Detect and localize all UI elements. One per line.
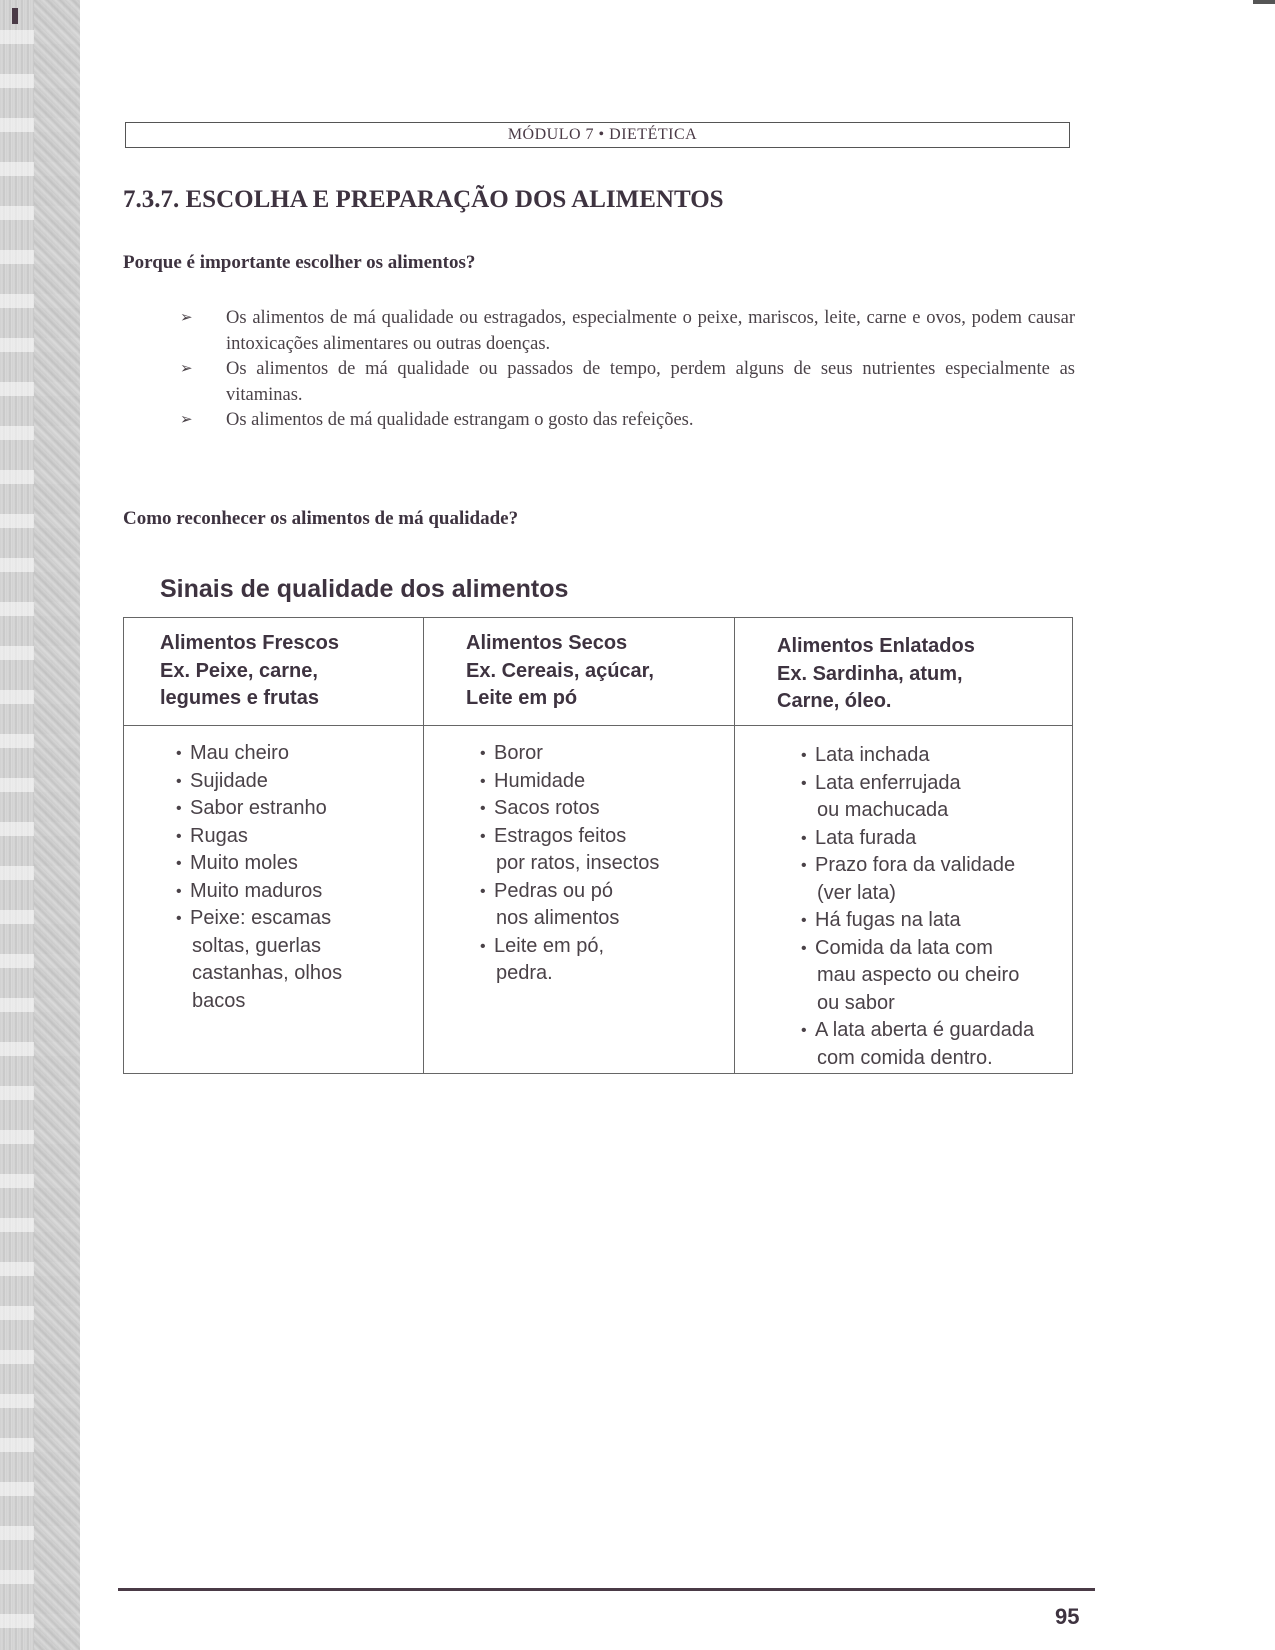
sign-item (801, 852, 1072, 907)
sign-text: Leite em pó, (494, 934, 605, 957)
sign-item (176, 823, 423, 851)
section-title: 7.3.7. ESCOLHA E PREPARAÇÃO DOS ALIMENTOS (123, 186, 724, 213)
bullet-dot-icon: • (176, 745, 182, 762)
column-body-dry (423, 726, 734, 1073)
sign-text: Lata enferrujada (815, 771, 961, 794)
sign-item (801, 770, 1072, 825)
sign-text: pedra. (496, 962, 553, 984)
sign-text: mau aspecto ou cheiro (817, 964, 1020, 986)
sign-item (176, 768, 423, 796)
quality-signs-table (123, 617, 1073, 1074)
bullet-dot-icon: • (480, 882, 486, 900)
sign-text: nos alimentos (496, 907, 620, 929)
sign-text: Boror (494, 742, 543, 764)
bullet-dot-icon: • (176, 882, 182, 900)
sign-item (480, 768, 734, 796)
bullet-dot-icon: • (176, 910, 182, 927)
sign-item (176, 850, 423, 878)
signs-list (176, 740, 423, 1015)
sign-item (176, 905, 423, 1015)
scan-binding-strip (0, 0, 80, 1650)
bullet-item (180, 408, 1075, 434)
sign-text: Há fugas na lata (815, 909, 961, 931)
sign-text: Sabor estranho (190, 797, 327, 819)
bullet-dot-icon: • (176, 855, 182, 872)
bullet-dot-icon: • (480, 745, 486, 762)
column-header-line: Ex. Cereais, açúcar, (466, 659, 654, 682)
bullet-dot-icon: • (801, 774, 807, 792)
arrowhead-bullet-icon: ➢ (180, 361, 193, 377)
sign-text: Lata inchada (815, 744, 930, 766)
column-header-line: Alimentos Enlatados (777, 635, 975, 657)
signs-list (480, 740, 734, 988)
sign-text: por ratos, insectos (496, 852, 660, 874)
column-header-line: legumes e frutas (160, 687, 319, 709)
sign-text: castanhas, olhos (192, 962, 343, 984)
bullet-dot-icon: • (480, 937, 486, 955)
column-header-line: Carne, óleo. (777, 690, 892, 712)
bullet-item (180, 357, 1075, 408)
sign-item (176, 740, 423, 768)
sign-text: Rugas (190, 824, 248, 847)
bullet-dot-icon: • (801, 829, 807, 847)
bullet-text: Os alimentos de má qualidade ou estragados, especialmente o peixe, mariscos, leite, carne e ovos, podem causar intoxicações alimentares ou outras doenças. (226, 308, 1075, 354)
bullet-item (180, 306, 1075, 357)
sign-item (480, 740, 734, 768)
sign-item (480, 878, 734, 933)
column-header-line: Alimentos Secos (466, 632, 628, 654)
column-header-dry (423, 618, 734, 726)
sign-text: com comida dentro. (817, 1046, 993, 1069)
column-body-fresh (124, 726, 423, 1073)
column-header-line: Leite em pó (466, 687, 578, 709)
importance-bullet-list (180, 306, 1075, 434)
bullet-dot-icon: • (480, 772, 486, 790)
sign-text: Comida da lata com (815, 936, 993, 959)
sign-text: soltas, guerlas (192, 934, 321, 957)
arrowhead-bullet-icon: ➢ (180, 412, 193, 428)
sign-item (801, 825, 1072, 853)
question-heading-2: Como reconhecer os alimentos de má qualidade? (123, 508, 519, 529)
sign-text: Prazo fora da validade (815, 854, 1016, 876)
sign-item (176, 795, 423, 823)
sign-text: (ver lata) (817, 881, 896, 904)
sign-text: A lata aberta é guardada (815, 1019, 1035, 1041)
sign-item (480, 933, 734, 988)
sign-text: Muito moles (190, 852, 298, 874)
sign-item (176, 878, 423, 906)
footer-rule (118, 1588, 1095, 1591)
bullet-dot-icon: • (176, 772, 182, 790)
column-header-canned (734, 618, 1072, 726)
sign-item (480, 823, 734, 878)
scan-corner-mark (1253, 0, 1275, 4)
module-label: MÓDULO 7 • DIETÉTICA (507, 126, 698, 143)
column-header-line: Alimentos Frescos (160, 632, 339, 654)
column-header-line: Ex. Sardinha, atum, (777, 662, 963, 685)
sign-item (801, 907, 1072, 935)
bullet-dot-icon: • (176, 827, 182, 845)
bullet-dot-icon: • (480, 827, 486, 845)
sign-text: Pedras ou pó (494, 879, 613, 902)
running-header (125, 122, 1070, 148)
binding-texture (34, 0, 80, 1650)
question-heading-1: Porque é importante escolher os alimentos? (123, 252, 476, 273)
sign-text: ou machucada (817, 799, 949, 821)
bullet-dot-icon: • (176, 800, 182, 817)
bullet-dot-icon: • (801, 857, 807, 874)
sign-text: Humidade (494, 769, 586, 792)
page-number: 95 (1055, 1604, 1080, 1629)
sign-text: Lata furada (815, 826, 917, 849)
column-body-canned (734, 726, 1072, 1073)
sign-item (480, 795, 734, 823)
bullet-dot-icon: • (801, 912, 807, 929)
column-header-line: Ex. Peixe, carne, (160, 659, 318, 682)
sign-text: Mau cheiro (190, 742, 289, 764)
sign-item (801, 742, 1072, 770)
arrowhead-bullet-icon: ➢ (180, 310, 193, 326)
sign-text: Peixe: escamas (190, 907, 332, 929)
sign-item (801, 1017, 1072, 1072)
bullet-text: Os alimentos de má qualidade ou passados de tempo, perdem alguns de seus nutrientes especialmente as vitaminas. (226, 359, 1075, 405)
bullet-dot-icon: • (480, 800, 486, 817)
sign-text: Sacos rotos (494, 797, 600, 819)
column-header-fresh (124, 618, 423, 726)
bullet-dot-icon: • (801, 1022, 807, 1039)
sign-text: Muito maduros (190, 879, 323, 902)
bullet-dot-icon: • (801, 939, 807, 957)
signs-list (801, 742, 1072, 1072)
bullet-text: Os alimentos de má qualidade estrangam o gosto das refeições. (226, 410, 694, 430)
sign-item (801, 935, 1072, 1018)
sign-text: bacos (192, 989, 246, 1012)
sign-text: Sujidade (190, 769, 268, 792)
table-title: Sinais de qualidade dos alimentos (160, 575, 569, 603)
sign-text: Estragos feitos (494, 824, 627, 847)
binding-mark (12, 8, 18, 24)
sign-text: ou sabor (817, 991, 895, 1014)
bullet-dot-icon: • (801, 747, 807, 764)
